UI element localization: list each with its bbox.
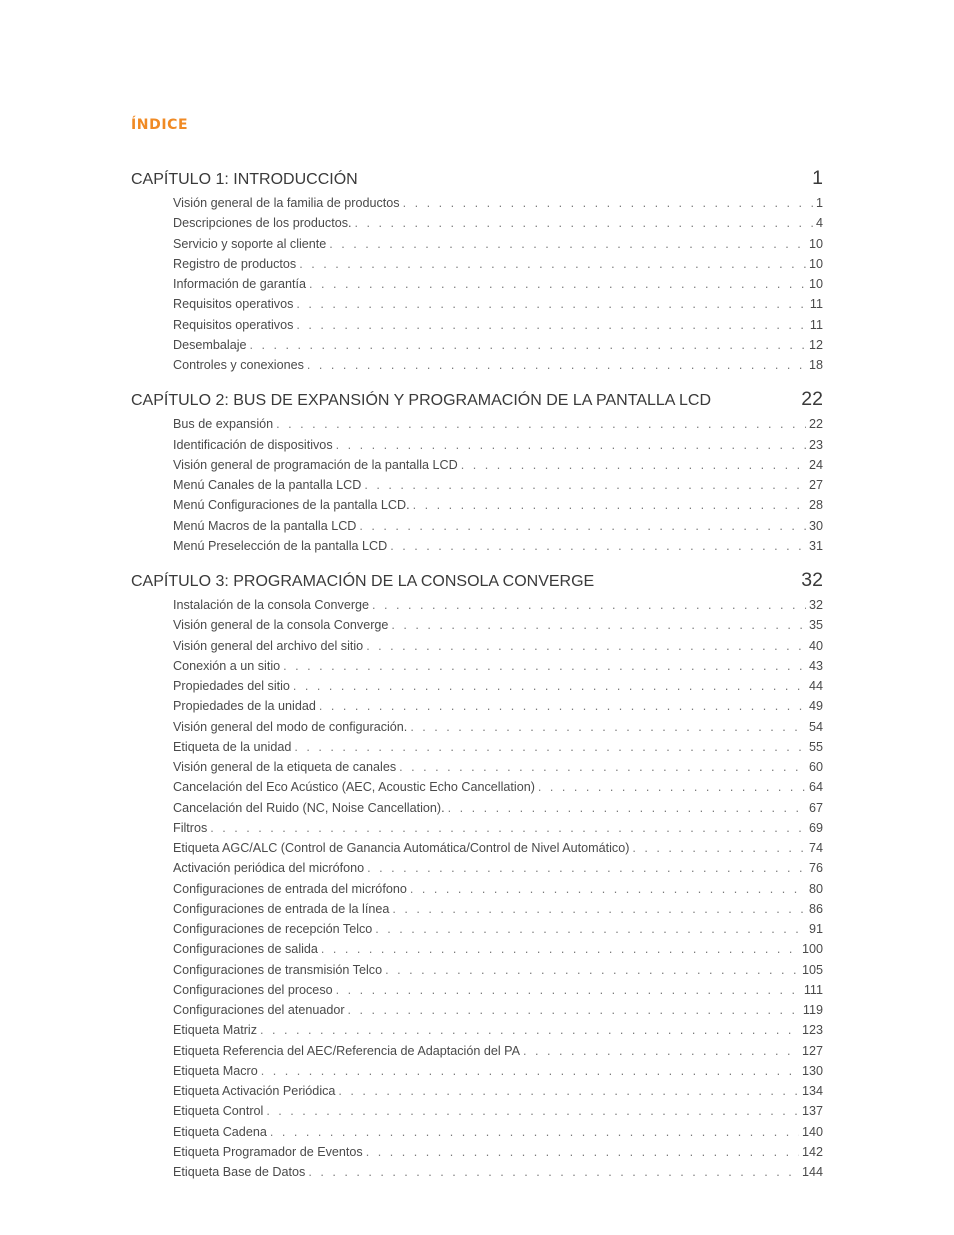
toc-entry-page-number: 140 <box>801 1124 823 1139</box>
toc-entry-title: Menú Canales de la pantalla LCD <box>173 478 362 492</box>
toc-entry[interactable] <box>173 879 823 899</box>
toc-entry-title: Servicio y soporte al cliente <box>173 236 327 251</box>
dot-leader <box>632 838 806 858</box>
dot-leader <box>266 1101 799 1121</box>
toc-entry[interactable] <box>173 1041 823 1061</box>
toc-entry-title: Visión general de la familia de productos <box>173 196 400 210</box>
toc-entry[interactable] <box>173 213 823 233</box>
toc-entry-page-number: 144 <box>801 1165 823 1179</box>
toc-entry-title: Visión general del modo de configuración. <box>173 719 408 734</box>
toc-entry-page-number: 10 <box>808 236 823 251</box>
toc-entry[interactable] <box>173 475 823 495</box>
dot-leader <box>294 737 806 757</box>
dot-leader <box>336 980 801 1000</box>
toc-entry-page-number: 91 <box>808 922 823 936</box>
chapter-section <box>131 566 823 1182</box>
dot-leader <box>375 919 806 939</box>
table-of-contents <box>131 164 823 1192</box>
dot-leader <box>399 757 806 777</box>
toc-entry-title: Propiedades del sitio <box>173 679 290 693</box>
dot-leader <box>367 858 806 878</box>
dot-leader <box>250 335 806 355</box>
toc-entry-title: Descripciones de los productos. <box>173 216 352 231</box>
toc-entry-title: Menú Preselección de la pantalla LCD <box>173 538 388 553</box>
toc-entry-title: Menú Macros de la pantalla LCD <box>173 518 357 533</box>
toc-entry-page-number: 22 <box>808 417 823 432</box>
chapter-heading[interactable] <box>131 164 823 193</box>
toc-entry[interactable] <box>173 294 823 314</box>
toc-entry[interactable] <box>173 193 823 213</box>
chapter-title: CAPÍTULO 2: BUS DE EXPANSIÓN Y PROGRAMACIÓN DE LA PANTALLA LCD <box>131 392 712 410</box>
toc-entry[interactable] <box>173 980 823 1000</box>
toc-entry-title: Registro de productos <box>173 256 297 271</box>
toc-entry-page-number: 28 <box>808 498 823 513</box>
dot-leader <box>338 1081 799 1101</box>
chapter-section <box>131 164 823 375</box>
toc-entry-title: Etiqueta Matriz <box>173 1023 257 1038</box>
toc-entry-title: Requisitos operativos <box>173 317 294 332</box>
toc-entry-page-number: 130 <box>801 1063 823 1078</box>
toc-entry-title: Menú Configuraciones de la pantalla LCD. <box>173 498 410 513</box>
toc-entry[interactable] <box>173 495 823 515</box>
toc-entry-page-number: 1 <box>815 196 823 210</box>
toc-entry-title: Propiedades de la unidad <box>173 699 316 714</box>
toc-entry-title: Filtros <box>173 820 208 835</box>
dot-leader <box>319 696 806 716</box>
chapter-heading[interactable] <box>131 385 823 414</box>
toc-entry[interactable] <box>173 1162 823 1182</box>
toc-entry[interactable] <box>173 595 823 615</box>
toc-entry-title: Visión general de la etiqueta de canales <box>173 760 397 774</box>
chapter-title: CAPÍTULO 3: PROGRAMACIÓN DE LA CONSOLA CONVERGE <box>131 573 595 590</box>
toc-entry-page-number: 32 <box>808 598 823 612</box>
toc-entry-page-number: 31 <box>808 538 823 553</box>
toc-entry-title: Visión general de programación de la pantalla LCD <box>173 457 458 472</box>
toc-entry-title: Etiqueta de la unidad <box>173 739 292 754</box>
toc-entry-page-number: 105 <box>801 962 823 977</box>
toc-entry-title: Etiqueta AGC/ALC (Control de Ganancia Automática/Control de Nivel Automático) <box>173 841 630 855</box>
toc-entry-title: Visión general del archivo del sitio <box>173 638 364 653</box>
toc-entry[interactable] <box>173 899 823 919</box>
toc-entry[interactable] <box>173 615 823 635</box>
dot-leader <box>307 355 806 375</box>
toc-entry-title: Etiqueta Control <box>173 1104 264 1119</box>
page-title: ÍNDICE <box>131 117 189 133</box>
toc-entry-title: Bus de expansión <box>173 417 274 432</box>
chapter-page-number: 22 <box>801 388 823 411</box>
toc-entry-title: Configuraciones del atenuador <box>173 1003 345 1017</box>
toc-entry-title: Configuraciones de entrada del micrófono <box>173 881 407 896</box>
toc-entry-page-number: 18 <box>808 358 823 372</box>
toc-entry[interactable] <box>173 858 823 878</box>
chapter-page-number: 32 <box>801 569 823 591</box>
toc-entry-title: Activación periódica del micrófono <box>173 861 365 876</box>
dot-leader <box>403 193 813 213</box>
toc-entry[interactable] <box>173 335 823 355</box>
toc-entry-page-number: 10 <box>808 256 823 271</box>
dot-leader <box>392 899 806 919</box>
toc-entry-title: Instalación de la consola Converge <box>173 598 370 612</box>
toc-entry-title: Información de garantía <box>173 277 307 291</box>
toc-entry-page-number: 35 <box>808 618 823 633</box>
toc-entry[interactable] <box>173 1081 823 1101</box>
toc-entry[interactable] <box>173 1142 823 1162</box>
dot-leader <box>410 717 806 737</box>
toc-entry-page-number: 10 <box>808 277 823 291</box>
dot-leader <box>391 615 806 635</box>
toc-entry[interactable] <box>173 1000 823 1020</box>
toc-entry-page-number: 54 <box>808 719 823 734</box>
toc-entry-title: Conexión a un sitio <box>173 658 281 673</box>
dot-leader <box>372 595 806 615</box>
dot-leader <box>329 234 806 254</box>
dot-leader <box>385 960 799 980</box>
dot-leader <box>538 777 806 797</box>
toc-entry-page-number: 27 <box>808 478 823 492</box>
toc-entry[interactable] <box>173 1020 823 1040</box>
dot-leader <box>359 516 806 536</box>
dot-leader <box>308 1162 799 1182</box>
toc-entry[interactable] <box>173 1061 823 1081</box>
toc-entry-title: Etiqueta Programador de Eventos <box>173 1144 363 1159</box>
toc-entry-page-number: 86 <box>808 901 823 916</box>
chapter-heading[interactable] <box>131 566 823 595</box>
toc-entry[interactable] <box>173 234 823 254</box>
toc-entry[interactable] <box>173 355 823 375</box>
dot-leader <box>355 213 813 233</box>
toc-entry-page-number: 44 <box>808 679 823 693</box>
toc-entry-title: Etiqueta Activación Periódica <box>173 1084 336 1098</box>
toc-entry-page-number: 11 <box>809 297 823 312</box>
toc-entry-page-number: 137 <box>801 1104 823 1119</box>
toc-entry-page-number: 49 <box>808 699 823 714</box>
toc-entry-title: Etiqueta Referencia del AEC/Referencia de Adaptación del PA <box>173 1043 521 1058</box>
dot-leader <box>283 656 806 676</box>
toc-entry[interactable] <box>173 960 823 980</box>
toc-entry-page-number: 40 <box>808 638 823 653</box>
toc-entry[interactable] <box>173 455 823 475</box>
toc-entry[interactable] <box>173 717 823 737</box>
toc-entry-page-number: 80 <box>808 881 823 896</box>
toc-entry-page-number: 111 <box>803 982 823 997</box>
toc-entry-page-number: 23 <box>808 437 823 452</box>
toc-entry[interactable] <box>173 919 823 939</box>
toc-entry-page-number: 142 <box>801 1144 823 1159</box>
toc-entry-page-number: 100 <box>801 942 823 957</box>
toc-entry-title: Desembalaje <box>173 337 247 352</box>
chapter-page-number: 1 <box>812 167 823 189</box>
toc-entry-page-number: 67 <box>808 800 823 815</box>
toc-entry-page-number: 74 <box>808 841 823 855</box>
toc-entry[interactable] <box>173 656 823 676</box>
toc-entry[interactable] <box>173 536 823 556</box>
toc-entry[interactable] <box>173 818 823 838</box>
toc-entry-title: Etiqueta Base de Datos <box>173 1165 306 1179</box>
dot-leader <box>366 636 806 656</box>
dot-leader <box>276 414 806 434</box>
toc-entry[interactable] <box>173 254 823 274</box>
dot-leader <box>364 475 806 495</box>
dot-leader <box>261 1061 799 1081</box>
dot-leader <box>270 1122 799 1142</box>
toc-entry-page-number: 12 <box>808 337 823 352</box>
toc-entry-page-number: 4 <box>815 216 823 231</box>
toc-entry-title: Configuraciones de entrada de la línea <box>173 901 390 916</box>
toc-entry-page-number: 134 <box>801 1084 823 1098</box>
toc-entry[interactable] <box>173 315 823 335</box>
toc-entry[interactable] <box>173 636 823 656</box>
dot-leader <box>296 315 807 335</box>
toc-entry-title: Etiqueta Macro <box>173 1063 258 1078</box>
toc-entry[interactable] <box>173 414 823 434</box>
toc-entry-title: Requisitos operativos <box>173 297 294 312</box>
toc-entry-page-number: 43 <box>808 658 823 673</box>
toc-entry[interactable] <box>173 435 823 455</box>
toc-entry-title: Identificación de dispositivos <box>173 437 333 452</box>
toc-entry-page-number: 69 <box>808 820 823 835</box>
toc-entry[interactable] <box>173 757 823 777</box>
toc-entry[interactable] <box>173 838 823 858</box>
toc-entry[interactable] <box>173 798 823 818</box>
toc-entry-page-number: 76 <box>808 861 823 876</box>
toc-entry[interactable] <box>173 516 823 536</box>
toc-entry[interactable] <box>173 777 823 797</box>
toc-entry-page-number: 30 <box>808 518 823 533</box>
dot-leader <box>348 1000 800 1020</box>
toc-entry-title: Visión general de la consola Converge <box>173 618 389 633</box>
toc-entry[interactable] <box>173 737 823 757</box>
dot-leader <box>321 939 799 959</box>
toc-entry[interactable] <box>173 274 823 294</box>
dot-leader <box>390 536 806 556</box>
toc-entry[interactable] <box>173 1122 823 1142</box>
dot-leader <box>210 818 806 838</box>
dot-leader <box>293 676 806 696</box>
dot-leader <box>461 455 806 475</box>
dot-leader <box>410 879 806 899</box>
toc-entry[interactable] <box>173 696 823 716</box>
dot-leader <box>299 254 806 274</box>
toc-entry-page-number: 11 <box>809 317 823 332</box>
toc-entry-page-number: 64 <box>808 780 823 795</box>
toc-entry-page-number: 55 <box>808 739 823 754</box>
toc-entry-title: Configuraciones del proceso <box>173 982 333 997</box>
toc-entry[interactable] <box>173 1101 823 1121</box>
toc-entry-title: Configuraciones de salida <box>173 942 318 957</box>
toc-entry-title: Controles y conexiones <box>173 358 304 372</box>
toc-entry-page-number: 24 <box>808 457 823 472</box>
dot-leader <box>309 274 806 294</box>
toc-entry-title: Etiqueta Cadena <box>173 1124 267 1139</box>
toc-entry[interactable] <box>173 939 823 959</box>
dot-leader <box>366 1142 799 1162</box>
dot-leader <box>448 798 806 818</box>
dot-leader <box>260 1020 799 1040</box>
toc-entry-title: Configuraciones de transmisión Telco <box>173 962 383 977</box>
toc-entry-title: Cancelación del Ruido (NC, Noise Cancellation). <box>173 800 445 815</box>
toc-entry-title: Cancelación del Eco Acústico (AEC, Acoustic Echo Cancellation) <box>173 780 535 795</box>
dot-leader <box>296 294 807 314</box>
dot-leader <box>523 1041 799 1061</box>
chapter-section <box>131 385 823 556</box>
toc-entry-page-number: 119 <box>802 1003 823 1017</box>
toc-entry-page-number: 123 <box>801 1023 823 1038</box>
toc-entry-page-number: 60 <box>808 760 823 774</box>
dot-leader <box>413 495 806 515</box>
toc-entry-page-number: 127 <box>801 1043 823 1058</box>
toc-entry[interactable] <box>173 676 823 696</box>
toc-entry-title: Configuraciones de recepción Telco <box>173 922 373 936</box>
dot-leader <box>336 435 806 455</box>
chapter-title: CAPÍTULO 1: INTRODUCCIÓN <box>131 171 358 188</box>
